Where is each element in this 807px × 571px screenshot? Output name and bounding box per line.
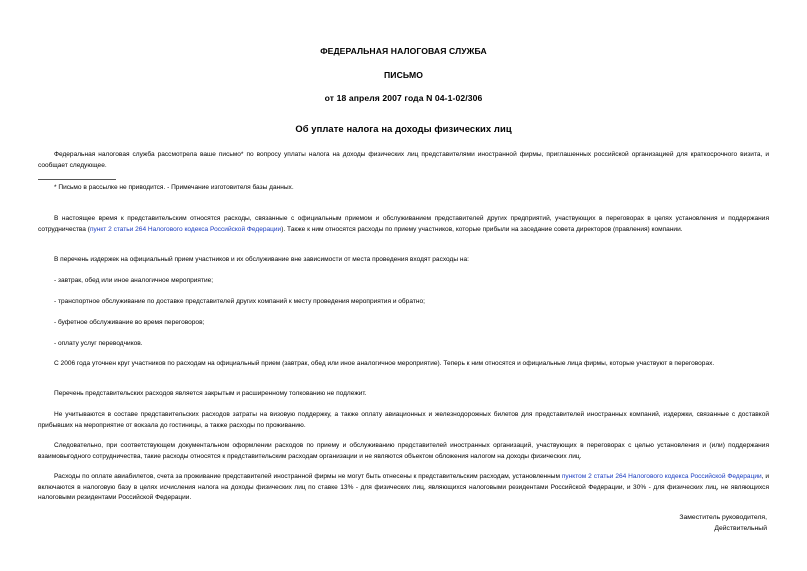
- tax-code-link-2[interactable]: пунктом 2 статьи 264 Налогового кодекса Российской Федерации: [561, 473, 762, 480]
- list-item: - оплату услуг переводчиков.: [54, 340, 143, 347]
- signature-title: Заместитель руководителя,: [679, 514, 767, 521]
- list-item: - завтрак, обед или иное аналогичное мероприятие;: [54, 277, 214, 284]
- list-item: - транспортное обслуживание по доставке представителей других компаний к месту проведения мероприятия и обратно;: [54, 298, 425, 305]
- paragraph-tax-base: [38, 472, 769, 504]
- signature-status: Действительный: [714, 525, 767, 532]
- footnote-divider: [38, 179, 116, 180]
- paragraph-closed-list: Перечень представительских расходов является закрытым и расширенному толкованию не подлежит.: [54, 390, 367, 397]
- document-subject: Об уплате налога на доходы физических лиц: [295, 123, 512, 134]
- paragraph-conclusion: Следовательно, при соответствующем документальном оформлении расходов по приему и обслуживанию представителей иностранных организаций, участвующих в переговорах с целью установления и (или) поддержания взаимовыгодного сотрудничества, такие расходы относятся к представительским расходам организации и не являются объектом обложения налогом на доходы физических лиц.: [38, 442, 769, 460]
- paragraph-participants: С 2006 года уточнен круг участников по расходам на официальный прием (завтрак, обед или иное аналогичное мероприятие). Теперь к ним относятся и официальные лица фирмы, которые участвуют в переговорах.: [54, 360, 715, 367]
- p1-text-before: В настоящее время к представительским относятся расходы, связанные с официальным приемом и обслуживанием представителей других предприятий, участвующих в переговорах в целях установления и поддержания сотрудничества (: [38, 215, 769, 233]
- p1-text-after: ). Также к ним относятся расходы по приему участников, которые прибыли на заседание совета директоров (правления) компании.: [281, 225, 683, 233]
- p7-text-after: , и включаются в налоговую базу в целях исчисления налога на доходы физических лиц по ставке 13% - для физических лиц, являющихся налоговыми резидентами Российской Федерации, и 30% - для физических лиц, не являющихся налоговыми резидентами Российской Федерации.: [38, 473, 769, 501]
- date-number: от 18 апреля 2007 года N 04-1-02/306: [324, 93, 483, 103]
- list-item: - буфетное обслуживание во время переговоров;: [54, 319, 205, 326]
- paragraph-not-included: Не учитываются в составе представительских расходов затраты на визовую поддержку, а также оплату авиационных и железнодорожных билетов для представителей иностранных компаний, издержки, связанные с доставкой прибывших на мероприятие от вокзала до гостиницы, а также расходы по проживанию.: [38, 411, 769, 429]
- document-type: ПИСЬМО: [384, 70, 423, 80]
- p7-text-before: Расходы по оплате авиабилетов, счета за проживание представителей иностранной фирмы не могут быть отнесены к представительским расходам, установленным: [54, 473, 562, 480]
- tax-code-link-1[interactable]: пункт 2 статьи 264 Налогового кодекса Российской Федерации: [89, 225, 282, 233]
- footnote: * Письмо в рассылке не приводится. - Примечание изготовителя базы данных.: [54, 184, 294, 191]
- paragraph-expense-list-intro: В перечень издержек на официальный прием участников и их обслуживание вне зависимости от места проведения входят расходы на:: [54, 256, 469, 263]
- agency-name: ФЕДЕРАЛЬНАЯ НАЛОГОВАЯ СЛУЖБА: [320, 46, 487, 56]
- intro-paragraph: Федеральная налоговая служба рассмотрела ваше письмо* по вопросу уплаты налога на доходы физических лиц представителями иностранной фирмы, приглашенных российской организацией для краткосрочного визита, и сообщает следующее.: [38, 151, 769, 169]
- paragraph-representative-expenses: [38, 214, 769, 235]
